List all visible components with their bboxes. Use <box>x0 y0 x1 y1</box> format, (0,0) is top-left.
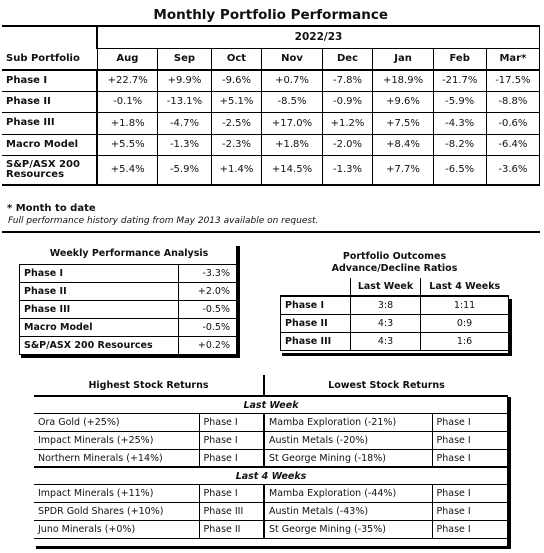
low-phase: Phase I <box>432 521 508 539</box>
cell: +9.9% <box>158 70 211 92</box>
low-phase: Phase I <box>432 449 508 467</box>
row-label: Phase I <box>281 296 351 314</box>
row-label: Phase I <box>20 264 179 282</box>
cell: -1.3% <box>322 156 373 185</box>
outcomes-title: Portfolio Outcomes Advance/Decline Ratios <box>331 251 458 274</box>
stock-returns-table <box>34 375 508 539</box>
table-row <box>34 521 508 539</box>
low-stock: Austin Metals (-20%) <box>264 432 432 450</box>
cell: 1:11 <box>421 296 509 314</box>
last-4-weeks-section: Last 4 Weeks <box>34 467 508 485</box>
low-phase: Phase I <box>432 432 508 450</box>
cell: -2.5% <box>211 113 262 135</box>
month-header: Sep <box>158 48 211 70</box>
cell: 1:6 <box>421 332 509 350</box>
cell: +17.0% <box>262 113 322 135</box>
month-header: Nov <box>262 48 322 70</box>
month-header: Aug <box>97 48 158 70</box>
cell: -6.4% <box>486 134 539 156</box>
cell: 4:3 <box>351 314 421 332</box>
monthly-performance-table <box>2 5 540 186</box>
high-stock: Juno Minerals (+0%) <box>34 521 199 539</box>
table-row <box>2 156 540 185</box>
last-week-header: Last Week <box>351 278 421 296</box>
table-row <box>34 503 508 521</box>
weekly-title: Weekly Performance Analysis <box>20 244 239 264</box>
cell: -9.6% <box>211 70 262 92</box>
table-row <box>2 91 540 113</box>
cell: +0.2% <box>179 336 239 354</box>
cell: +7.5% <box>373 113 433 135</box>
row-label: S&P/ASX 200 Resources <box>2 156 97 185</box>
month-header: Oct <box>211 48 262 70</box>
cell: +14.5% <box>262 156 322 185</box>
high-phase: Phase I <box>199 414 264 432</box>
month-header: Dec <box>322 48 373 70</box>
weekly-performance-table <box>19 244 239 355</box>
highest-returns-header: Highest Stock Returns <box>34 375 264 396</box>
table-row <box>2 134 540 156</box>
cell: -13.1% <box>158 91 211 113</box>
low-stock: Austin Metals (-43%) <box>264 503 432 521</box>
lowest-returns-header: Lowest Stock Returns <box>264 375 508 396</box>
table-row <box>20 318 239 336</box>
monthly-title: Monthly Portfolio Performance <box>2 5 540 26</box>
cell: -5.9% <box>158 156 211 185</box>
high-phase: Phase III <box>199 503 264 521</box>
row-label: Phase II <box>20 282 179 300</box>
footnote <box>2 198 540 233</box>
cell: -6.5% <box>433 156 486 185</box>
cell: +9.6% <box>373 91 433 113</box>
cell: -21.7% <box>433 70 486 92</box>
stocks-shadow <box>36 546 511 549</box>
table-row <box>2 113 540 135</box>
low-phase: Phase I <box>432 485 508 503</box>
high-phase: Phase I <box>199 432 264 450</box>
year-header: 2022/23 <box>97 26 540 48</box>
cell: +18.9% <box>373 70 433 92</box>
table-row <box>281 296 509 314</box>
cell: +5.4% <box>97 156 158 185</box>
cell: +2.0% <box>179 282 239 300</box>
cell: -5.9% <box>433 91 486 113</box>
history-note: Full performance history dating from May 2013 available on request. <box>8 216 319 226</box>
cell: +5.1% <box>211 91 262 113</box>
cell: +1.4% <box>211 156 262 185</box>
cell: 4:3 <box>351 332 421 350</box>
table-row <box>34 485 508 503</box>
month-to-date-note: * Month to date <box>7 203 96 214</box>
high-stock: Impact Minerals (+25%) <box>34 432 199 450</box>
cell: -0.6% <box>486 113 539 135</box>
table-row <box>20 264 239 282</box>
high-stock: Impact Minerals (+11%) <box>34 485 199 503</box>
table-row <box>2 70 540 92</box>
cell: +1.8% <box>97 113 158 135</box>
cell: -8.5% <box>262 91 322 113</box>
cell: -1.3% <box>158 134 211 156</box>
low-phase: Phase I <box>432 503 508 521</box>
cell: -0.5% <box>179 318 239 336</box>
month-header: Feb <box>433 48 486 70</box>
cell: +7.7% <box>373 156 433 185</box>
cell: -2.3% <box>211 134 262 156</box>
cell: -0.1% <box>97 91 158 113</box>
cell: -4.3% <box>433 113 486 135</box>
weekly-shadow <box>21 355 240 358</box>
high-phase: Phase I <box>199 485 264 503</box>
cell: -3.3% <box>179 264 239 282</box>
cell: +0.7% <box>262 70 322 92</box>
cell: -2.0% <box>322 134 373 156</box>
cell: 3:8 <box>351 296 421 314</box>
row-label: Phase III <box>20 300 179 318</box>
low-stock: St George Mining (-18%) <box>264 449 432 467</box>
cell: 0:9 <box>421 314 509 332</box>
cell: -7.8% <box>322 70 373 92</box>
cell: -17.5% <box>486 70 539 92</box>
row-label: Phase III <box>281 332 351 350</box>
cell: +1.2% <box>322 113 373 135</box>
high-stock: Northern Minerals (+14%) <box>34 449 199 467</box>
high-phase: Phase I <box>199 449 264 467</box>
high-phase: Phase II <box>199 521 264 539</box>
last-week-section: Last Week <box>34 396 508 414</box>
cell: -8.2% <box>433 134 486 156</box>
table-row <box>34 432 508 450</box>
table-row <box>20 336 239 354</box>
row-label: Phase I <box>2 70 97 92</box>
cell: -3.6% <box>486 156 539 185</box>
low-stock: Mamba Exploration (-21%) <box>264 414 432 432</box>
row-label: Phase II <box>281 314 351 332</box>
table-row <box>20 300 239 318</box>
sub-portfolio-header: Sub Portfolio <box>2 48 97 70</box>
cell: -0.5% <box>179 300 239 318</box>
cell: -8.8% <box>486 91 539 113</box>
low-phase: Phase I <box>432 414 508 432</box>
row-label: Phase III <box>2 113 97 135</box>
table-row <box>34 449 508 467</box>
portfolio-outcomes-table <box>280 251 509 351</box>
row-label: Phase II <box>2 91 97 113</box>
table-row <box>20 282 239 300</box>
cell: +22.7% <box>97 70 158 92</box>
cell: -0.9% <box>322 91 373 113</box>
cell: +8.4% <box>373 134 433 156</box>
table-row <box>281 314 509 332</box>
month-header: Mar* <box>486 48 539 70</box>
cell: +5.5% <box>97 134 158 156</box>
low-stock: St George Mining (-35%) <box>264 521 432 539</box>
last-4-weeks-header: Last 4 Weeks <box>421 278 509 296</box>
row-label: Macro Model <box>20 318 179 336</box>
row-label: S&P/ASX 200 Resources <box>20 336 179 354</box>
table-row <box>281 332 509 350</box>
cell: +1.8% <box>262 134 322 156</box>
cell: -4.7% <box>158 113 211 135</box>
high-stock: Ora Gold (+25%) <box>34 414 199 432</box>
row-label: Macro Model <box>2 134 97 156</box>
month-header: Jan <box>373 48 433 70</box>
high-stock: SPDR Gold Shares (+10%) <box>34 503 199 521</box>
low-stock: Mamba Exploration (-44%) <box>264 485 432 503</box>
table-row <box>34 414 508 432</box>
outcomes-shadow <box>282 353 512 356</box>
